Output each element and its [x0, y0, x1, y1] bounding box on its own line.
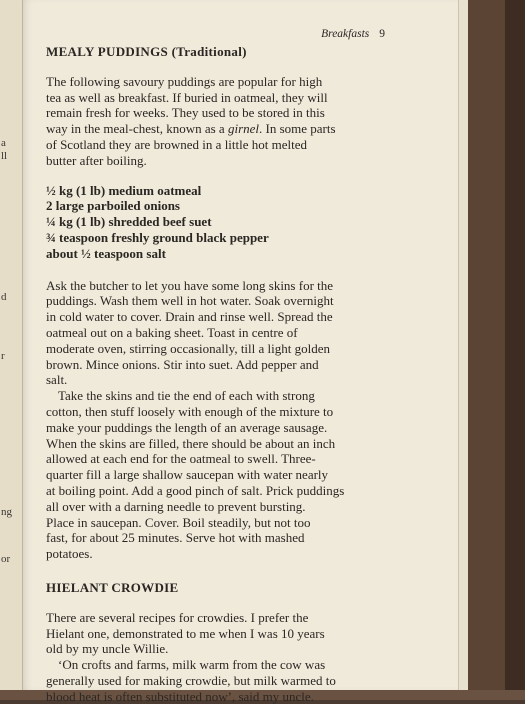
- text-line: oatmeal out on a baking sheet. Toast in centre of: [46, 324, 298, 340]
- previous-page-fragment: ll: [1, 150, 8, 162]
- fraction: ¼: [46, 214, 56, 230]
- text-line: ‘On crofts and farms, milk warm from the cow was: [58, 657, 326, 673]
- ingredient-item: [46, 198, 391, 214]
- ingredient-item: [46, 214, 391, 230]
- method-paragraph: [46, 278, 391, 389]
- previous-page-fragment: r: [1, 350, 5, 362]
- text-line: fast, for about 25 minutes. Serve hot with mashed: [46, 530, 305, 546]
- text-line: way in the meal-chest, known as a: [46, 121, 228, 137]
- ingredient-text: kg (1 lb) shredded beef suet: [55, 214, 212, 230]
- text-line: Hielant one, demonstrated to me when I was 10 years: [46, 625, 325, 641]
- text-line: in cold water to cover. Drain and rinse well. Spread the: [46, 309, 333, 325]
- page-number: 9: [379, 28, 385, 40]
- text-line: puddings. Wash them well in hot water. Soak overnight: [46, 293, 334, 309]
- text-line: The following savoury puddings are popular for high: [46, 73, 323, 89]
- recipe-title: MEALY PUDDINGS (Traditional): [46, 44, 247, 59]
- book-cover-shadow: [505, 0, 525, 700]
- page-content: [46, 18, 391, 704]
- previous-page-edge: [0, 0, 23, 700]
- ingredient-text: teaspoon freshly ground black pepper: [55, 229, 269, 245]
- method-paragraph: [46, 388, 391, 562]
- text-line: at boiling point. Add a good pinch of salt. Prick puddings: [46, 482, 345, 498]
- ingredient-prefix: about: [46, 245, 82, 261]
- recipe-intro: [46, 610, 391, 657]
- previous-page-fragment: d: [1, 291, 7, 303]
- fraction: ¾: [46, 229, 56, 245]
- previous-page-fragment: a: [1, 137, 6, 149]
- fraction: ½: [81, 245, 91, 261]
- text-line: allowed at each end for the oatmeal to swell. Three-: [46, 451, 316, 467]
- recipe-title: HIELANT CROWDIE: [46, 579, 179, 595]
- ingredient-item: [46, 246, 391, 262]
- text-line: When the skins are filled, there should be about an inch: [46, 435, 336, 451]
- text-line: all over with a darning needle to prevent bursting.: [46, 498, 306, 514]
- ingredient-text: teaspoon salt: [90, 245, 166, 261]
- ingredient-text: 2 large parboiled onions: [46, 198, 180, 214]
- ingredient-text: kg (1 lb) medium oatmeal: [55, 182, 202, 198]
- text-line: potatoes.: [46, 546, 93, 562]
- previous-page-fragment: or: [1, 553, 11, 565]
- ingredient-item: [46, 230, 391, 246]
- text-line: generally used for making crowdie, but milk warmed to: [46, 672, 336, 688]
- text-line: of Scotland they are browned in a little hot melted: [46, 136, 308, 152]
- ingredient-list: [46, 183, 391, 262]
- text-line: tea as well as breakfast. If buried in oatmeal, they will: [46, 89, 328, 105]
- fraction: ½: [46, 182, 56, 198]
- text-line: Ask the butcher to let you have some long skins for the: [46, 277, 334, 293]
- text-line: old by my uncle Willie.: [46, 641, 169, 657]
- text-line: butter after boiling.: [46, 152, 147, 168]
- text-line: Place in saucepan. Cover. Boil steadily, but not too: [46, 514, 311, 530]
- text-line: Take the skins and tie the end of each with strong: [58, 388, 315, 404]
- text-line: cotton, then stuff loosely with enough of the mixture to: [46, 403, 334, 419]
- quote-paragraph: [46, 657, 391, 704]
- text-line: brown. Mince onions. Stir into suet. Add pepper and: [46, 356, 319, 372]
- recipe-intro: [46, 74, 391, 169]
- section-title: Breakfasts: [321, 28, 370, 40]
- ingredient-item: [46, 183, 391, 199]
- text-line: salt.: [46, 372, 68, 388]
- text-line: . In some parts: [259, 121, 336, 137]
- previous-page-fragment: ng: [1, 506, 12, 518]
- text-line: make your puddings the length of an average sausage.: [46, 419, 328, 435]
- text-line: blood heat is often substituted now’, said my uncle.: [46, 688, 314, 704]
- text-line: quarter fill a large shallow saucepan with water nearly: [46, 467, 329, 483]
- text-line: moderate oven, stirring occasionally, till a light golden: [46, 340, 331, 356]
- text-line: remain fresh for weeks. They used to be stored in this: [46, 105, 325, 121]
- italic-word: girnel: [227, 121, 260, 137]
- text-line: There are several recipes for crowdies. I prefer the: [46, 609, 309, 625]
